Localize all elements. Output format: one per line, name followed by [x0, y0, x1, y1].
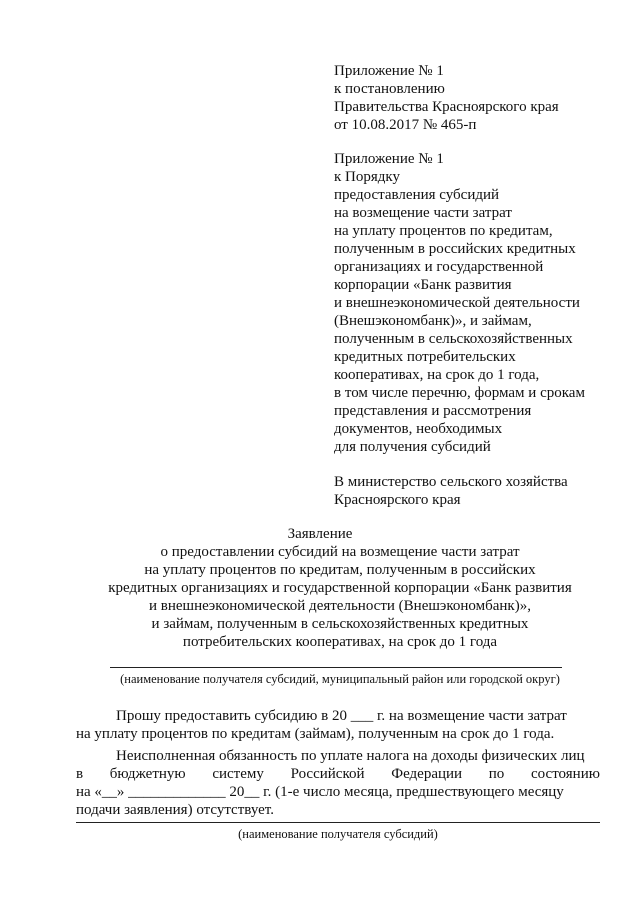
- title-line: и займам, полученным в сельскохозяйственных кредитных: [151, 616, 529, 632]
- body-line: на уплату процентов по кредитам (займам), полученным на срок до 1 года.: [76, 726, 555, 742]
- body-word: по: [488, 766, 505, 782]
- appendix-line: предоставления субсидий: [334, 187, 500, 203]
- appendix-line: корпорации «Банк развития: [334, 277, 512, 293]
- body-line: Прошу предоставить субсидию в 20 ___ г. на возмещение части затрат: [116, 708, 567, 724]
- body-word: Российской: [290, 766, 365, 782]
- appendix-line: на возмещение части затрат: [334, 205, 512, 221]
- appendix-line: для получения субсидий: [334, 439, 491, 455]
- addressee-line: Красноярского края: [334, 492, 461, 508]
- body-line: на «__» _____________ 20__ г. (1-е число месяца, предшествующего месяцу: [76, 784, 564, 800]
- body-line-justified: [76, 766, 600, 783]
- appendix-line: полученным в российских кредитных: [334, 241, 576, 257]
- appendix-line: и внешнеэкономической деятельности: [334, 295, 580, 311]
- appendix-line: полученным в сельскохозяйственных: [334, 331, 573, 347]
- recipient-caption: (наименование получателя субсидий, муниципальный район или городской округ): [120, 672, 560, 686]
- appendix-line: кредитных потребительских: [334, 349, 516, 365]
- appendix-line: Приложение № 1: [334, 151, 444, 167]
- header-line: к постановлению: [334, 81, 445, 97]
- body-word: систему: [212, 766, 264, 782]
- header-line: Приложение № 1: [334, 63, 444, 79]
- addressee-line: В министерство сельского хозяйства: [334, 474, 568, 490]
- appendix-line: документов, необходимых: [334, 421, 503, 437]
- title-line: кредитных организациях и государственной корпорации «Банк развития: [108, 580, 572, 596]
- title-line: о предоставлении субсидий на возмещение части затрат: [160, 544, 520, 560]
- title-heading: Заявление: [287, 526, 353, 542]
- appendix-line: в том числе перечню, формам и срокам: [334, 385, 585, 401]
- signature-caption: (наименование получателя субсидий): [238, 827, 438, 841]
- body-word: бюджетную: [109, 766, 186, 782]
- signature-name-line: [76, 822, 600, 823]
- appendix-line: (Внешэкономбанк)», и займам,: [334, 313, 532, 329]
- body-line: подачи заявления) отсутствует.: [76, 802, 274, 818]
- appendix-line: кооперативах, на срок до 1 года,: [334, 367, 540, 383]
- title-line: потребительских кооперативах, на срок до 1 года: [182, 634, 498, 650]
- header-line: от 10.08.2017 № 465-п: [334, 117, 477, 133]
- recipient-name-line: [110, 667, 562, 668]
- appendix-line: организациях и государственной: [334, 259, 544, 275]
- body-word: в: [76, 766, 84, 782]
- title-line: и внешнеэкономической деятельности (Внешэкономбанк)»,: [149, 598, 531, 614]
- appendix-line: на уплату процентов по кредитам,: [334, 223, 553, 239]
- appendix-line: к Порядку: [334, 169, 400, 185]
- body-word: состоянию: [531, 766, 600, 782]
- title-line: на уплату процентов по кредитам, полученным в российских: [144, 562, 536, 578]
- body-word: Федерации: [391, 766, 463, 782]
- body-line: Неисполненная обязанность по уплате налога на доходы физических лиц: [116, 748, 585, 764]
- header-line: Правительства Красноярского края: [334, 99, 559, 115]
- appendix-line: представления и рассмотрения: [334, 403, 532, 419]
